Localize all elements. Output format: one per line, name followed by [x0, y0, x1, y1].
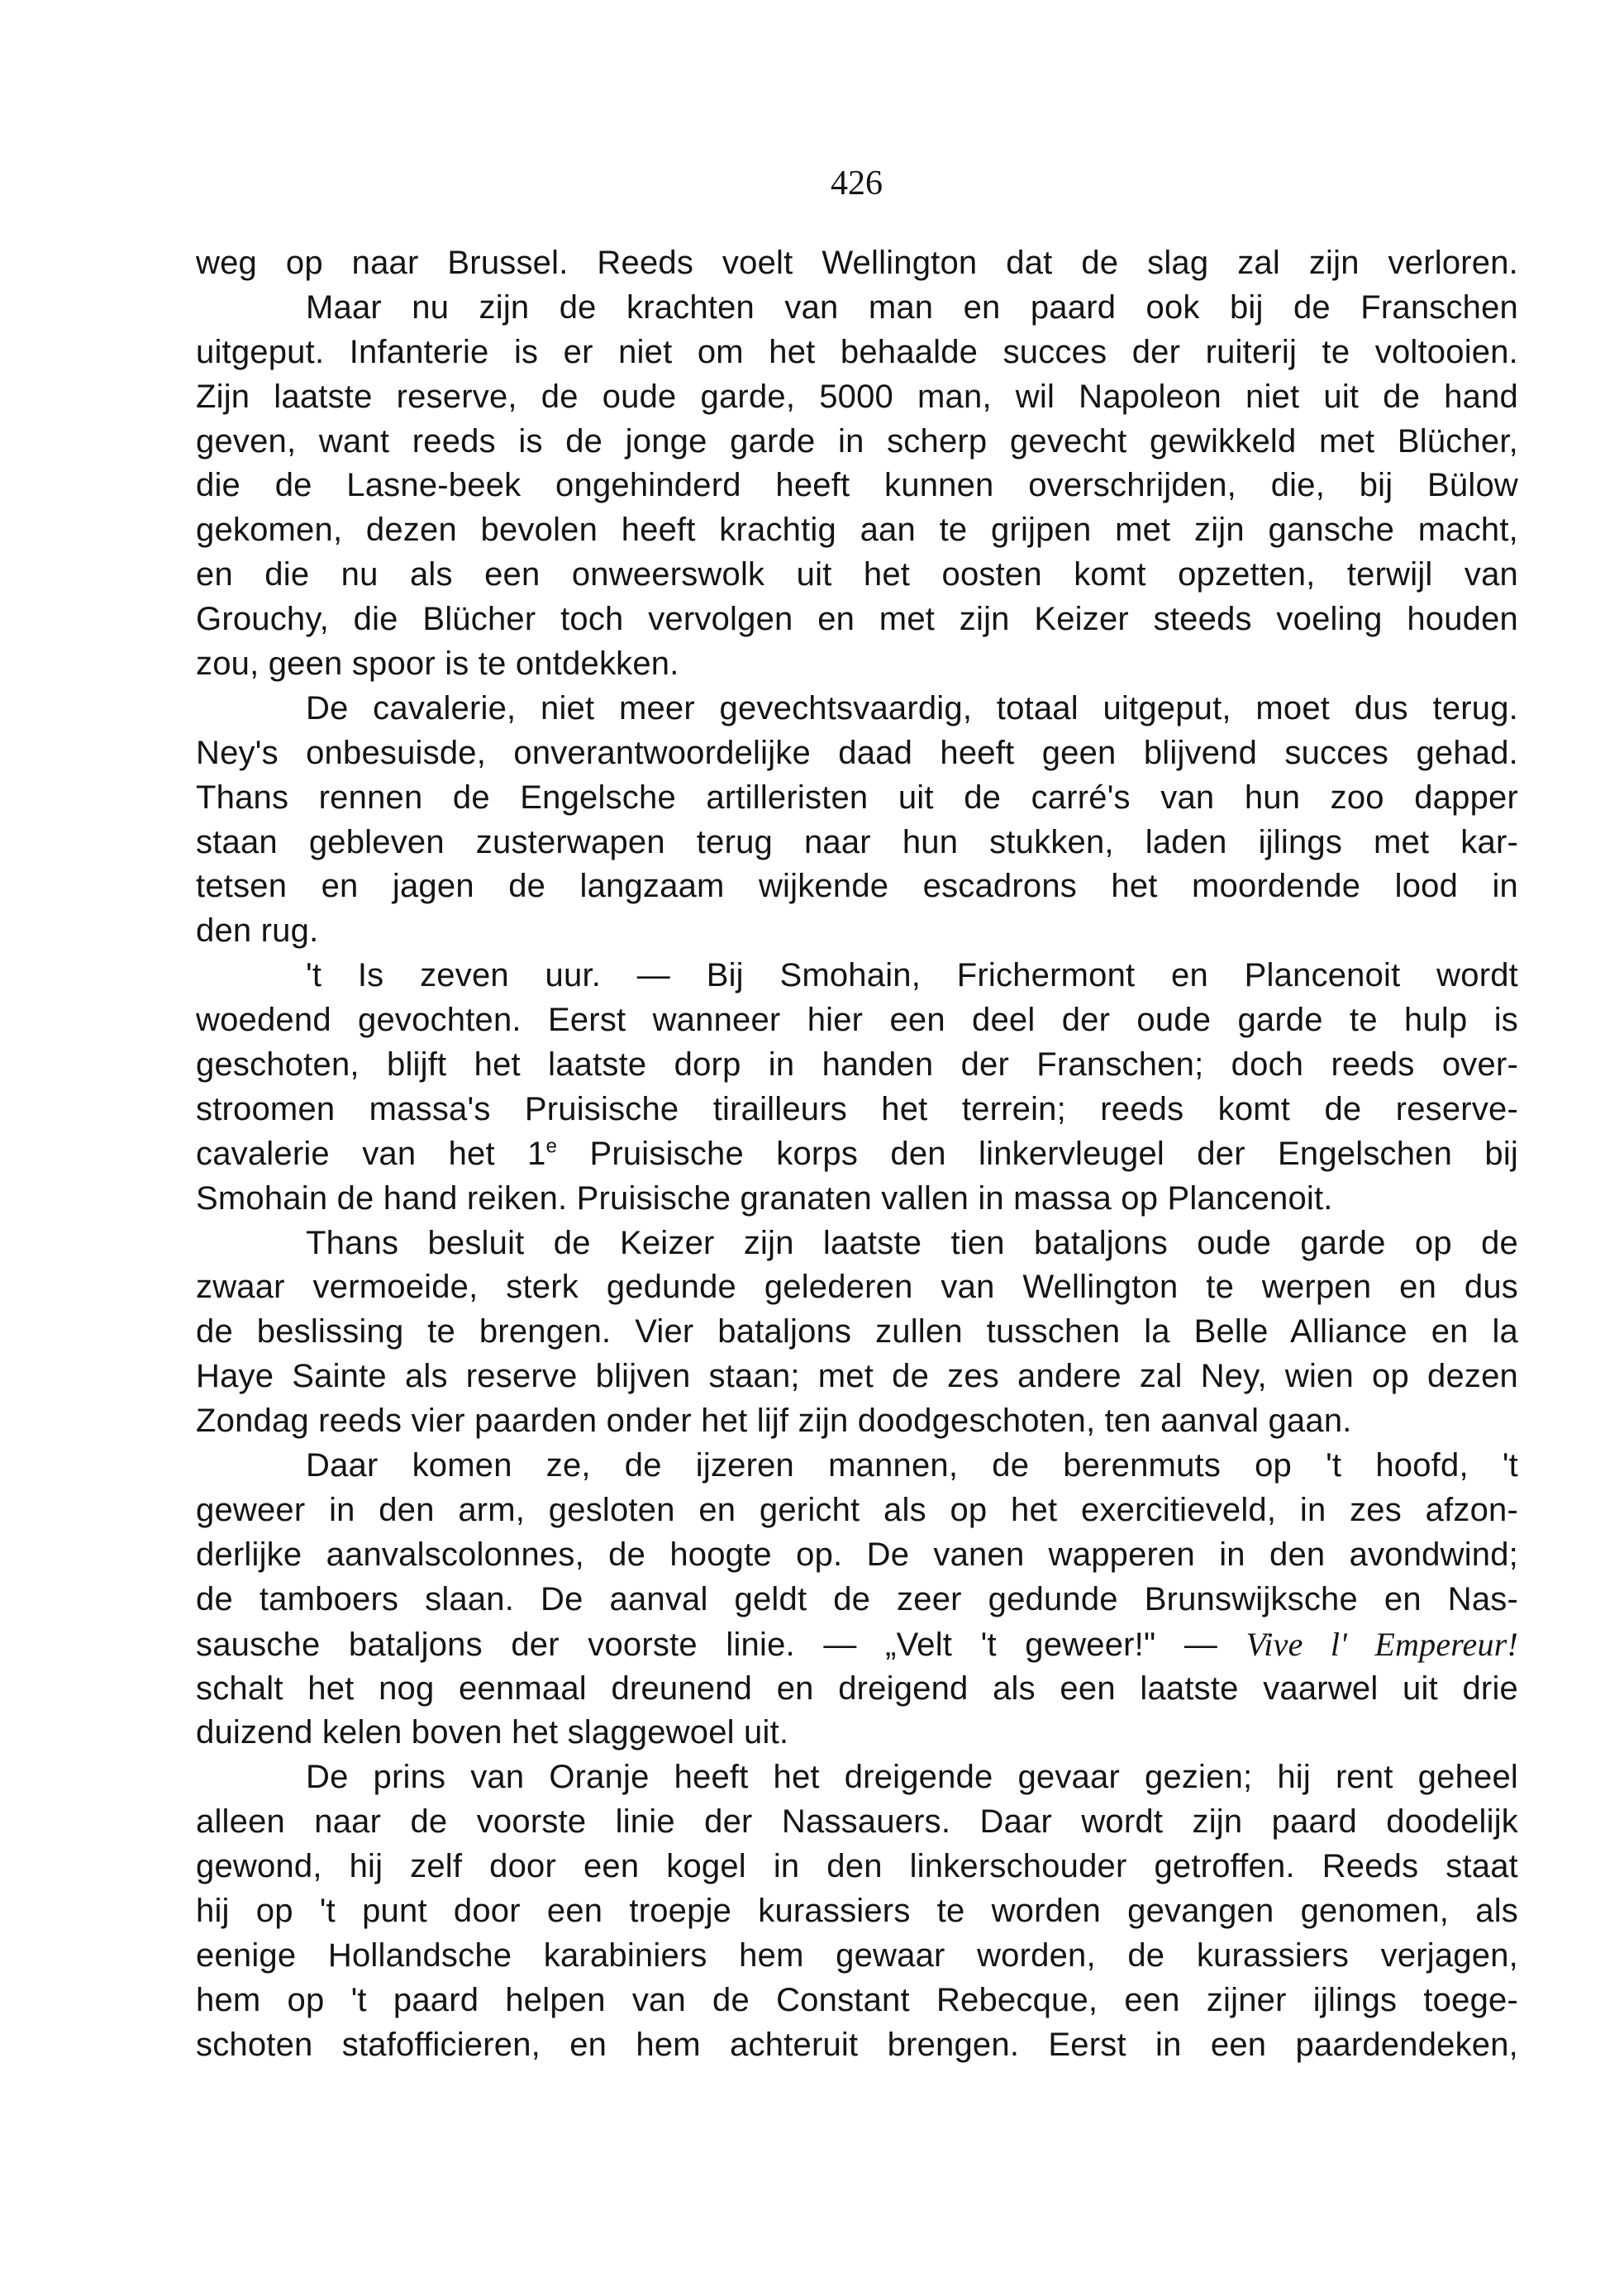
text-line — [196, 1667, 1518, 1712]
text-line — [196, 1265, 1518, 1310]
text-line-content: Thans rennen de Engelsche artilleristen uit de carré's van hun zoo dapper — [196, 779, 1518, 816]
text-line — [196, 1132, 1518, 1177]
text-line-content: gekomen, dezen bevolen heeft krachtig aan te grijpen met zijn gansche macht, — [196, 512, 1518, 549]
text-line-content: Smohain de hand reiken. Pruisische granaten vallen in massa op Plancenoit. — [196, 1179, 1333, 1217]
italic-exclamation: Vive l' Empereur! — [1245, 1625, 1519, 1663]
text-line-content: zwaar vermoeide, sterk gedunde gelederen van Wellington te werpen en dus — [196, 1269, 1518, 1306]
text-line — [196, 1578, 1518, 1622]
text-line-segment: sausche bataljons der voorste linie. — „Velt 't geweer!" — — [196, 1626, 1246, 1663]
text-line-content: woedend gevochten. Eerst wanneer hier een deel der oude garde te hulp is — [196, 1002, 1518, 1039]
text-line-content: Zondag reeds vier paarden onder het lijf zijn doodgeschoten, ten aanval gaan. — [196, 1403, 1352, 1440]
text-line — [196, 375, 1518, 420]
text-line — [196, 1177, 1518, 1222]
text-line — [196, 1399, 1518, 1444]
text-line-content: schoten stafofficieren, en hem achteruit brengen. Eerst in een paardendeken, — [196, 2026, 1518, 2063]
text-line-content: geven, want reeds is de jonge garde in scherp gevecht gewikkeld met Blücher, — [196, 422, 1518, 460]
text-line-content: derlijke aanvalscolonnes, de hoogte op. De vanen wapperen in den avondwind; — [196, 1536, 1518, 1573]
text-line — [196, 954, 1518, 998]
text-line — [196, 1355, 1518, 1399]
text-line-content: zou, geen spoor is te ontdekken. — [196, 645, 679, 683]
text-line-content: den rug. — [196, 912, 319, 950]
text-line-content: duizend kelen boven het slaggewoel uit. — [196, 1714, 789, 1751]
text-line — [196, 1222, 1518, 1266]
text-line-content: Ney's onbesuisde, onverantwoordelijke daad heeft geen blijvend succes gehad. — [196, 734, 1518, 771]
text-line-content: Haye Sainte als reserve blijven staan; met de zes andere zal Ney, wien op dezen — [196, 1358, 1518, 1395]
text-line-content: weg op naar Brussel. Reeds voelt Wellington dat de slag zal zijn verloren. — [196, 245, 1518, 281]
text-line-segment: Pruisische korps den linkervleugel der Engelschen bij — [557, 1135, 1518, 1172]
text-line — [196, 241, 1518, 286]
body-text — [196, 241, 1518, 2068]
text-line-content: schalt het nog eenmaal dreunend en dreigend als een laatste vaarwel uit drie — [196, 1670, 1518, 1707]
text-line — [196, 909, 1518, 954]
text-line — [196, 1934, 1518, 1979]
text-line — [196, 598, 1518, 642]
text-line — [196, 1489, 1518, 1533]
text-line — [196, 1711, 1518, 1755]
text-line-content: Thans besluit de Keizer zijn laatste tien bataljons oude garde op de — [306, 1224, 1518, 1261]
text-line — [196, 1755, 1518, 1800]
text-line-content: geweer in den arm, gesloten en gericht als op het exercitieveld, in zes afzon- — [196, 1491, 1518, 1528]
text-line-content: De cavalerie, niet meer gevechtsvaardig, totaal uitgeput, moet dus terug. — [306, 689, 1518, 726]
text-line — [196, 731, 1518, 776]
ordinal-superscript: e — [545, 1135, 558, 1158]
text-line — [196, 687, 1518, 731]
text-line — [196, 1310, 1518, 1355]
text-line — [196, 508, 1518, 553]
text-line-content: en die nu als een onweerswolk uit het oosten komt opzetten, terwijl van — [196, 556, 1518, 593]
text-line-content: De prins van Oranje heeft het dreigende gevaar gezien; hij rent geheel — [306, 1759, 1518, 1796]
text-line-content: die de Lasne-beek ongehinderd heeft kunnen overschrijden, die, bij Bülow — [196, 467, 1518, 504]
text-line — [196, 998, 1518, 1043]
text-line-content: Maar nu zijn de krachten van man en paard ook bij de Franschen — [306, 288, 1518, 326]
text-line — [196, 1889, 1518, 1934]
text-line — [196, 1043, 1518, 1088]
text-line-content: Grouchy, die Blücher toch vervolgen en met zijn Keizer steeds voeling houden — [196, 601, 1518, 638]
text-line-segment: cavalerie van het 1 — [196, 1135, 546, 1172]
text-line-content: de beslissing te brengen. Vier bataljons zullen tusschen la Belle Alliance en la — [196, 1313, 1518, 1350]
text-line-content: tetsen en jagen de langzaam wijkende escadrons het moordende lood in — [196, 868, 1518, 905]
text-line — [196, 1845, 1518, 1889]
text-line — [196, 331, 1518, 375]
text-line — [196, 1979, 1518, 2023]
text-line — [196, 464, 1518, 508]
text-line — [196, 553, 1518, 598]
text-line — [196, 1800, 1518, 1845]
text-line — [196, 1088, 1518, 1132]
text-line-content: Zijn laatste reserve, de oude garde, 5000 man, wil Napoleon niet uit de hand — [196, 378, 1518, 415]
text-line-content: staan gebleven zusterwapen terug naar hun stukken, laden ijlings met kar- — [196, 823, 1518, 860]
text-line — [196, 1444, 1518, 1489]
text-line-content: alleen naar de voorste linie der Nassauers. Daar wordt zijn paard doodelijk — [196, 1803, 1518, 1841]
text-line — [196, 2023, 1518, 2068]
page-number: 426 — [831, 164, 883, 202]
text-line — [196, 642, 1518, 687]
text-line-content: de tamboers slaan. De aanval geldt de zeer gedunde Brunswijksche en Nas- — [196, 1580, 1518, 1617]
text-line — [196, 420, 1518, 464]
text-line-content: Daar komen ze, de ijzeren mannen, de berenmuts op 't hoofd, 't — [306, 1447, 1518, 1484]
text-line — [196, 1533, 1518, 1578]
text-line — [196, 821, 1518, 865]
text-line — [196, 776, 1518, 821]
text-line-content: eenige Hollandsche karabiniers hem gewaar worden, de kurassiers verjagen, — [196, 1936, 1518, 1974]
text-line-content: 't Is zeven uur. — Bij Smohain, Frichermont en Plancenoit wordt — [306, 957, 1518, 994]
text-line-content: hem op 't paard helpen van de Constant Rebecque, een zijner ijlings toege- — [196, 1981, 1518, 2018]
text-line — [196, 1622, 1518, 1667]
text-line — [196, 286, 1518, 331]
text-line — [196, 865, 1518, 909]
text-line-content: uitgeput. Infanterie is er niet om het behaalde succes der ruiterij te voltooien. — [196, 333, 1518, 370]
text-line-content: stroomen massa's Pruisische tirailleurs het terrein; reeds komt de reserve- — [196, 1090, 1518, 1127]
text-line-content: geschoten, blijft het laatste dorp in handen der Franschen; doch reeds over- — [196, 1046, 1518, 1084]
text-line-content: gewond, hij zelf door een kogel in den linkerschouder getroffen. Reeds staat — [196, 1848, 1518, 1885]
text-line-content: hij op 't punt door een troepje kurassiers te worden gevangen genomen, als — [196, 1892, 1518, 1929]
